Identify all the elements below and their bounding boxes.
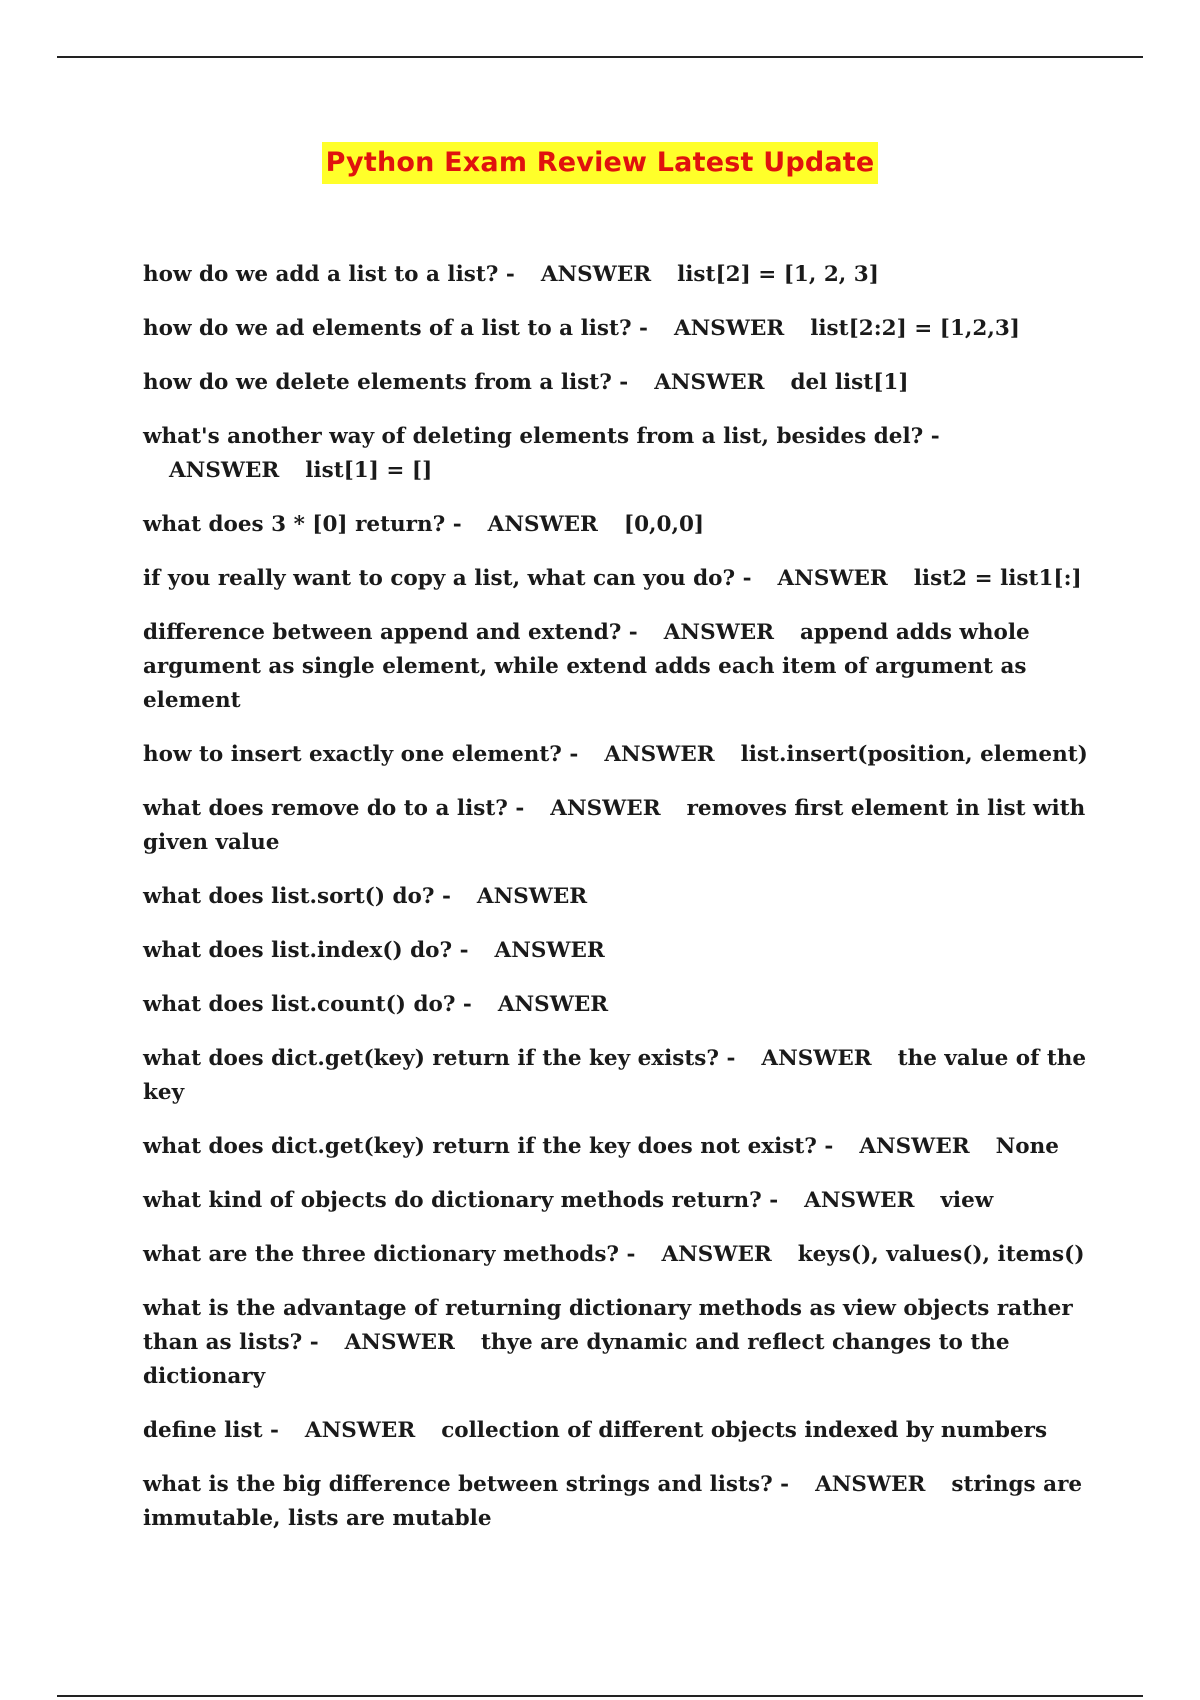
page-top-rule	[57, 56, 1143, 58]
question-text: difference between append and extend? -	[143, 620, 638, 645]
answer-label: ANSWER	[487, 512, 598, 537]
qa-item	[143, 420, 1088, 488]
answer-text: del list[1]	[790, 370, 909, 395]
answer-label: ANSWER	[654, 370, 765, 395]
question-text: if you really want to copy a list, what can you do? -	[143, 566, 752, 591]
question-text: how do we ad elements of a list to a list? -	[143, 316, 648, 341]
qa-item	[143, 738, 1088, 772]
qa-item	[143, 258, 1088, 292]
answer-text: [0,0,0]	[623, 512, 705, 537]
question-text: how do we delete elements from a list? -	[143, 370, 629, 395]
answer-text: the value of the key	[143, 1046, 1094, 1105]
answer-text: collection of different objects indexed by numbers	[441, 1418, 1048, 1443]
question-text: what does dict.get(key) return if the key exists? -	[143, 1046, 736, 1071]
qa-item	[143, 1468, 1088, 1536]
answer-label: ANSWER	[815, 1472, 926, 1497]
question-text: define list -	[143, 1418, 279, 1443]
answer-label: ANSWER	[550, 796, 661, 821]
qa-item	[143, 1130, 1088, 1164]
answer-label: ANSWER	[476, 884, 588, 909]
qa-item	[143, 988, 1088, 1022]
answer-text: thye are dynamic and reflect changes to the dictionary	[143, 1330, 1018, 1389]
qa-item	[143, 1238, 1088, 1272]
answer-text: append adds whole argument as single element, while extend adds each item of argument as element	[143, 620, 1038, 713]
qa-item	[143, 1292, 1088, 1394]
question-text: how do we add a list to a list? -	[143, 262, 515, 287]
answer-label: ANSWER	[497, 992, 609, 1017]
answer-text: list[2] = [1, 2, 3]	[677, 262, 879, 287]
answer-text: None	[995, 1134, 1059, 1159]
qa-item	[143, 1184, 1088, 1218]
answer-text: list2 = list1[:]	[913, 566, 1082, 591]
page-bottom-rule	[57, 1695, 1143, 1697]
answer-label: ANSWER	[673, 316, 785, 341]
answer-text: keys(), values(), items()	[797, 1242, 1085, 1267]
qa-item	[143, 562, 1088, 596]
answer-label: ANSWER	[804, 1188, 915, 1213]
question-text: what kind of objects do dictionary methods return? -	[143, 1188, 779, 1213]
qa-item	[143, 934, 1088, 968]
qa-item	[143, 366, 1088, 400]
answer-label: ANSWER	[604, 742, 715, 767]
answer-label: ANSWER	[859, 1134, 970, 1159]
answer-text: list[1] = []	[305, 458, 433, 483]
answer-label: ANSWER	[661, 1242, 772, 1267]
qa-list	[143, 258, 1094, 1556]
qa-item	[143, 312, 1088, 346]
question-text: what does list.count() do? -	[143, 992, 472, 1017]
question-text: what does dict.get(key) return if the key does not exist? -	[143, 1134, 834, 1159]
qa-item	[143, 1414, 1088, 1448]
answer-label: ANSWER	[663, 620, 774, 645]
answer-label: ANSWER	[169, 458, 280, 483]
answer-label: ANSWER	[761, 1046, 872, 1071]
qa-item	[143, 1042, 1094, 1110]
answer-label: ANSWER	[344, 1330, 455, 1355]
qa-item	[143, 880, 1088, 914]
question-text: how to insert exactly one element? -	[143, 742, 579, 767]
question-text: what does list.sort() do? -	[143, 884, 451, 909]
title-container	[0, 142, 1200, 184]
question-text: what is the advantage of returning dictionary methods as view objects rather than as lists? -	[143, 1296, 1081, 1355]
answer-text: view	[940, 1188, 994, 1213]
page-title: Python Exam Review Latest Update	[322, 142, 879, 184]
answer-label: ANSWER	[777, 566, 888, 591]
answer-text: list[2:2] = [1,2,3]	[810, 316, 1020, 341]
answer-label: ANSWER	[540, 262, 652, 287]
question-text: what does list.index() do? -	[143, 938, 469, 963]
question-text: what is the big difference between strings and lists? -	[143, 1472, 790, 1497]
qa-item	[143, 508, 1088, 542]
answer-label: ANSWER	[494, 938, 605, 963]
answer-label: ANSWER	[304, 1418, 416, 1443]
question-text: what does 3 * [0] return? -	[143, 512, 462, 537]
qa-item	[143, 792, 1093, 860]
answer-text: strings are immutable, lists are mutable	[143, 1472, 1090, 1531]
qa-item	[143, 616, 1088, 718]
question-text: what does remove do to a list? -	[143, 796, 525, 821]
question-text: what are the three dictionary methods? -	[143, 1242, 636, 1267]
question-text: what's another way of deleting elements from a list, besides del? -	[143, 424, 940, 449]
answer-text: removes first element in list with given value	[143, 796, 1093, 855]
answer-text: list.insert(position, element)	[740, 742, 1088, 767]
